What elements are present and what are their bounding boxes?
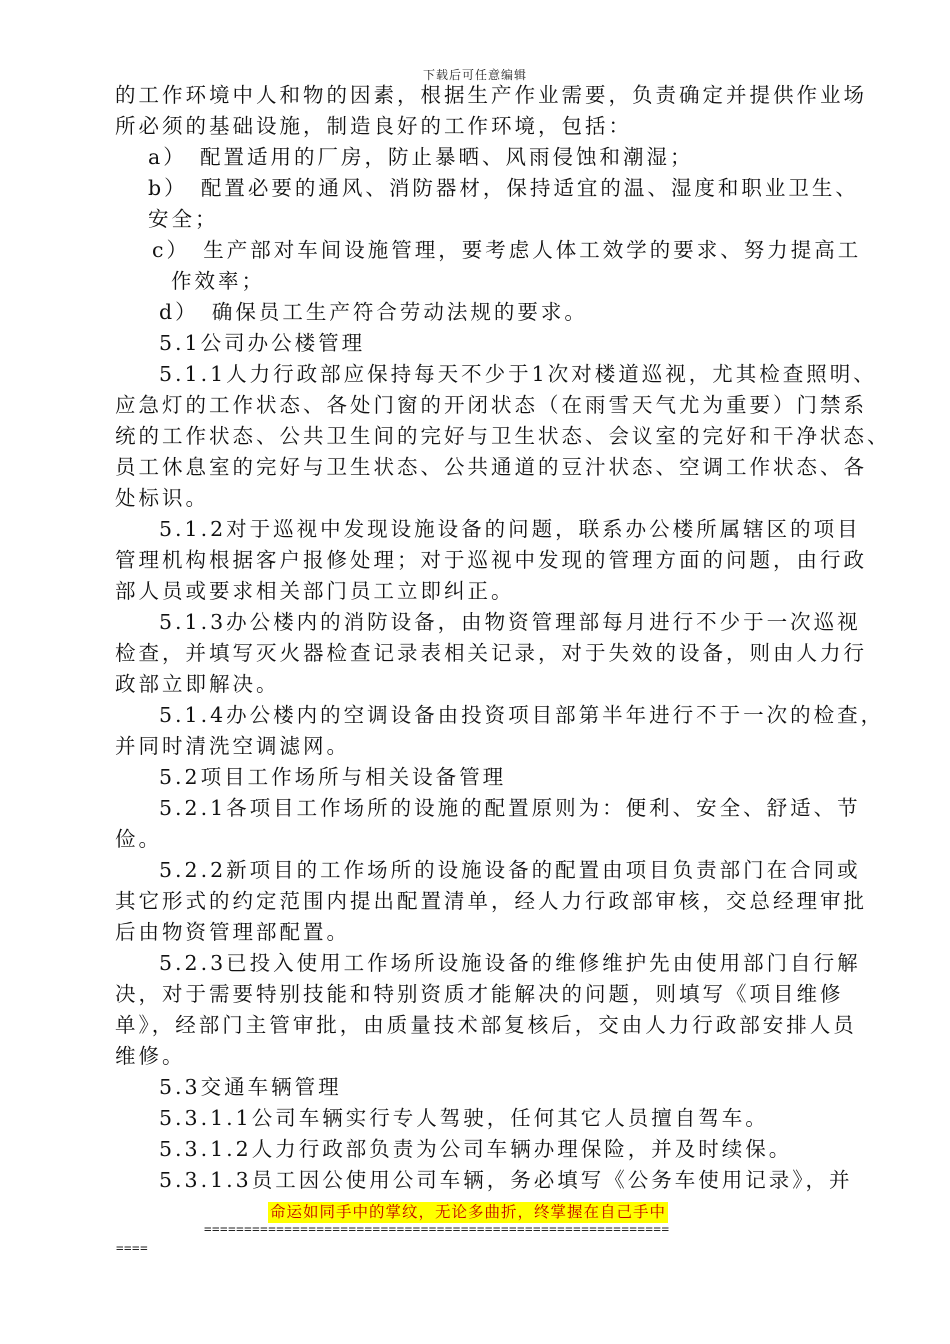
list-item-c: c） 生产部对车间设施管理，要考虑人体工效学的要求、努力提高工 [152, 238, 862, 262]
paragraph-line: 政部立即解决。 [115, 672, 280, 696]
paragraph-line: 5.3.1.3员工因公使用公司车辆，务必填写《公务车使用记录》，并 [159, 1168, 853, 1192]
paragraph-line: 处标识。 [115, 486, 209, 510]
paragraph-line: 5.2.2新项目的工作场所的设施设备的配置由项目负责部门在合同或 [159, 858, 861, 882]
paragraph-line: 应急灯的工作状态、各处门窗的开闭状态（在雨雪天气尤为重要）门禁系 [115, 393, 867, 417]
paragraph-line: 5.3.1.2人力行政部负责为公司车辆办理保险，并及时续保。 [159, 1137, 793, 1161]
paragraph-line: 员工休息室的完好与卫生状态、公共通道的豆汁状态、空调工作状态、各 [115, 455, 867, 479]
section-heading: 5.2项目工作场所与相关设备管理 [159, 765, 507, 789]
paragraph-line: 统的工作状态、公共卫生间的完好与卫生状态、会议室的完好和干净状态、 [115, 424, 891, 448]
paragraph-line: 检查，并填写灭火器检查记录表相关记录，对于失效的设备，则由人力行 [115, 641, 867, 665]
list-item-b-cont: 安全； [148, 207, 219, 231]
paragraph-line: 并同时清洗空调滤网。 [115, 734, 350, 758]
section-heading: 5.1公司办公楼管理 [159, 331, 366, 355]
paragraph-line: 部人员或要求相关部门员工立即纠正。 [115, 579, 515, 603]
paragraph-line: 5.2.3已投入使用工作场所设施设备的维修维护先由使用部门自行解 [159, 951, 861, 975]
list-item-b: b） 配置必要的通风、消防器材，保持适宜的温、湿度和职业卫生、 [148, 176, 859, 200]
footer-rule-continued: ==== [116, 1240, 149, 1255]
footer-rule: ========================================================== [204, 1221, 670, 1236]
paragraph-line: 5.1.2对于巡视中发现设施设备的问题，联系办公楼所属辖区的项目 [159, 517, 861, 541]
document-body [115, 80, 891, 1196]
paragraph-line: 5.1.4办公楼内的空调设备由投资项目部第半年进行不于一次的检查， [159, 703, 885, 727]
paragraph-line: 其它形式的约定范围内提出配置清单，经人力行政部审核，交总经理审批 [115, 889, 867, 913]
paragraph-line: 俭。 [115, 827, 162, 851]
header-note: 下载后可任意编辑 [422, 68, 527, 82]
paragraph-line: 5.1.3办公楼内的消防设备，由物资管理部每月进行不少于一次巡视 [159, 610, 861, 634]
list-item-a: a） 配置适用的厂房，防止暴晒、风雨侵蚀和潮湿； [148, 145, 694, 169]
paragraph-line: 决，对于需要特别技能和特别资质才能解决的问题，则填写《项目维修 [115, 982, 844, 1006]
paragraph-line: 5.3.1.1公司车辆实行专人驾驶，任何其它人员擅自驾车。 [159, 1106, 769, 1130]
paragraph-line: 维修。 [115, 1044, 186, 1068]
list-item-c-cont: 作效率； [171, 269, 265, 293]
section-heading: 5.3交通车辆管理 [159, 1075, 342, 1099]
footer-motto: 命运如同手中的掌纹，无论多曲折，终掌握在自己手中 [270, 1203, 667, 1221]
paragraph-line: 单》，经部门主管审批，由质量技术部复核后，交由人力行政部安排人员 [115, 1013, 857, 1037]
paragraph-line: 5.2.1各项目工作场所的设施的配置原则为：便利、安全、舒适、节 [159, 796, 861, 820]
paragraph-line: 管理机构根据客户报修处理；对于巡视中发现的管理方面的问题，由行政 [115, 548, 867, 572]
paragraph-line: 的工作环境中人和物的因素，根据生产作业需要，负责确定并提供作业场 [115, 83, 867, 107]
paragraph-line: 后由物资管理部配置。 [115, 920, 350, 944]
list-item-d: d） 确保员工生产符合劳动法规的要求。 [159, 300, 588, 324]
paragraph-line: 5.1.1人力行政部应保持每天不少于1次对楼道巡视，尤其检查照明、 [159, 362, 877, 386]
paragraph-line: 所必须的基础设施，制造良好的工作环境，包括： [115, 114, 632, 138]
